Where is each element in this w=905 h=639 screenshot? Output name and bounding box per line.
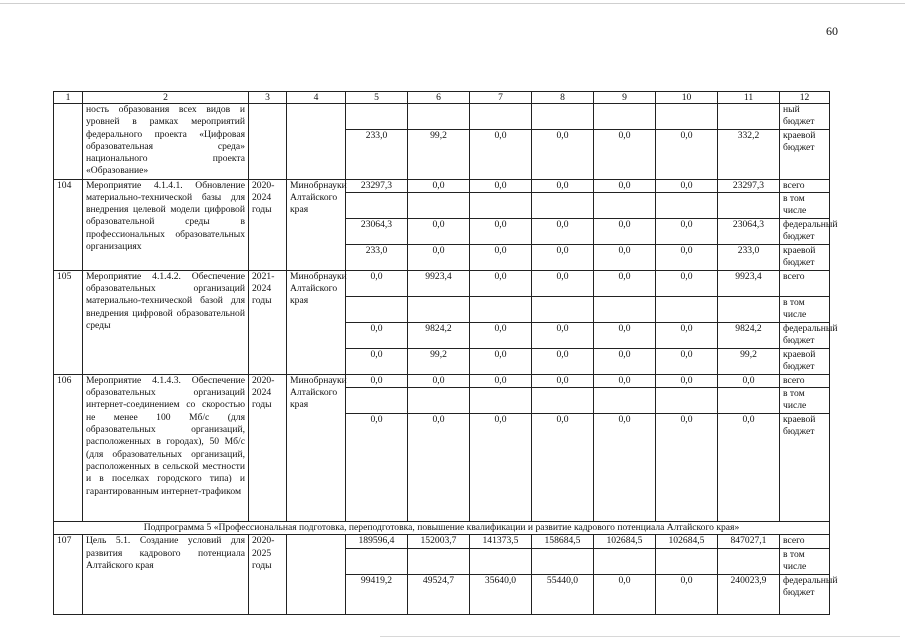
value-cell [718, 192, 780, 218]
value-cell: 0,0 [594, 414, 656, 522]
value-cell: 233,0 [346, 129, 408, 179]
subprogram-row [54, 522, 830, 535]
value-cell [656, 192, 718, 218]
value-cell [408, 296, 470, 322]
source-cell: в том числе [780, 296, 830, 322]
value-cell [346, 192, 408, 218]
value-cell: 0,0 [470, 244, 532, 270]
budget-table [53, 91, 838, 615]
value-cell: 102684,5 [594, 535, 656, 548]
years-cell: 2021-2024 годы [249, 270, 287, 374]
header-cell: 10 [656, 92, 718, 104]
value-cell: 9923,4 [408, 270, 470, 296]
value-cell: 0,0 [594, 179, 656, 192]
value-cell: 23064,3 [718, 218, 780, 244]
value-cell: 0,0 [594, 348, 656, 374]
value-cell: 240023,9 [718, 574, 780, 614]
source-cell: всего [780, 535, 830, 548]
header-cell: 2 [83, 92, 249, 104]
value-cell: 0,0 [470, 322, 532, 348]
top-border-line [0, 3, 905, 4]
header-cell: 1 [54, 92, 83, 104]
value-cell: 0,0 [408, 179, 470, 192]
value-cell: 99419,2 [346, 574, 408, 614]
value-cell [718, 104, 780, 130]
value-cell: 0,0 [346, 348, 408, 374]
source-cell: краевой бюджет [780, 348, 830, 374]
value-cell [346, 548, 408, 574]
value-cell: 49524,7 [408, 574, 470, 614]
value-cell [656, 296, 718, 322]
description-cell: Мероприятие 4.1.4.1. Обновление материально-технической базы для внедрения целевой модели цифровой образовательной среды в профессиональных образовательных организациях [83, 179, 249, 270]
value-cell [532, 388, 594, 414]
years-cell: 2020-2024 годы [249, 179, 287, 270]
value-cell: 847027,1 [718, 535, 780, 548]
value-cell: 9824,2 [718, 322, 780, 348]
value-cell: 0,0 [656, 374, 718, 387]
value-cell: 9824,2 [408, 322, 470, 348]
value-cell: 0,0 [656, 574, 718, 614]
value-cell: 0,0 [346, 374, 408, 387]
description-cell: ность образования всех видов и уровней в рамках мероприятий федерального проекта «Цифровая образовательная среда» национального проекта «Образование» [83, 104, 249, 180]
value-cell: 23297,3 [346, 179, 408, 192]
row-number-cell [54, 104, 83, 180]
value-cell: 0,0 [594, 244, 656, 270]
source-cell: краевой бюджет [780, 244, 830, 270]
years-cell: 2020-2024 годы [249, 374, 287, 521]
source-cell: ный бюджет [780, 104, 830, 130]
value-cell: 0,0 [594, 218, 656, 244]
value-cell [594, 548, 656, 574]
value-cell [532, 296, 594, 322]
value-cell [594, 192, 656, 218]
value-cell [532, 104, 594, 130]
value-cell: 102684,5 [656, 535, 718, 548]
value-cell: 23064,3 [346, 218, 408, 244]
source-cell: в том числе [780, 548, 830, 574]
value-cell [656, 388, 718, 414]
value-cell: 0,0 [470, 218, 532, 244]
value-cell [594, 388, 656, 414]
value-cell: 99,2 [408, 348, 470, 374]
bottom-scan-line [380, 636, 900, 637]
value-cell: 152003,7 [408, 535, 470, 548]
value-cell: 0,0 [470, 414, 532, 522]
table-row [54, 535, 830, 548]
header-cell: 4 [287, 92, 346, 104]
value-cell: 0,0 [532, 129, 594, 179]
value-cell: 0,0 [470, 270, 532, 296]
value-cell: 9923,4 [718, 270, 780, 296]
value-cell: 141373,5 [470, 535, 532, 548]
value-cell: 55440,0 [532, 574, 594, 614]
header-cell: 9 [594, 92, 656, 104]
value-cell: 0,0 [656, 348, 718, 374]
header-cell: 5 [346, 92, 408, 104]
table-row [54, 270, 830, 296]
value-cell: 0,0 [532, 374, 594, 387]
value-cell: 0,0 [594, 270, 656, 296]
value-cell: 0,0 [594, 322, 656, 348]
table-row [54, 374, 830, 387]
years-cell [249, 104, 287, 180]
page-number: 60 [826, 24, 838, 38]
description-cell: Мероприятие 4.1.4.3. Обеспечение образовательных организаций интернет-соединением со скоростью не менее 100 Мб/с (для образовательных организаций, расположенных в городах), 50 Мб/с (для образовательных организаций, расположенных в сельской местности и в поселках городского типа) и гарантированным интернет-трафиком [83, 374, 249, 521]
table-row [54, 104, 830, 130]
value-cell: 99,2 [408, 129, 470, 179]
table-row [54, 179, 830, 192]
header-row [54, 92, 830, 104]
value-cell: 158684,5 [532, 535, 594, 548]
value-cell: 0,0 [718, 414, 780, 522]
value-cell [408, 104, 470, 130]
source-cell: федеральный бюджет [780, 322, 830, 348]
value-cell: 0,0 [408, 414, 470, 522]
row-number-cell: 104 [54, 179, 83, 270]
value-cell: 0,0 [656, 270, 718, 296]
description-cell: Мероприятие 4.1.4.2. Обеспечение образовательных организаций материально-технической базой для внедрения цифровой образовательной среды [83, 270, 249, 374]
value-cell: 0,0 [470, 179, 532, 192]
source-cell: краевой бюджет [780, 414, 830, 522]
header-cell: 11 [718, 92, 780, 104]
value-cell: 23297,3 [718, 179, 780, 192]
value-cell: 0,0 [718, 374, 780, 387]
value-cell: 233,0 [718, 244, 780, 270]
value-cell: 0,0 [656, 179, 718, 192]
value-cell [470, 192, 532, 218]
value-cell: 35640,0 [470, 574, 532, 614]
value-cell: 0,0 [346, 414, 408, 522]
executor-cell [287, 535, 346, 614]
value-cell: 0,0 [408, 244, 470, 270]
value-cell [532, 192, 594, 218]
value-cell: 0,0 [594, 129, 656, 179]
value-cell: 332,2 [718, 129, 780, 179]
header-cell: 3 [249, 92, 287, 104]
value-cell [718, 296, 780, 322]
value-cell [408, 548, 470, 574]
value-cell: 0,0 [346, 322, 408, 348]
row-number-cell: 105 [54, 270, 83, 374]
years-cell: 2020-2025 годы [249, 535, 287, 614]
description-cell: Цель 5.1. Создание условий для развития кадрового потенциала Алтайского края [83, 535, 249, 614]
source-cell: краевой бюджет [780, 129, 830, 179]
value-cell: 0,0 [594, 374, 656, 387]
value-cell [656, 548, 718, 574]
value-cell: 0,0 [656, 414, 718, 522]
value-cell: 0,0 [656, 129, 718, 179]
header-cell: 8 [532, 92, 594, 104]
subprogram-title: Подпрограмма 5 «Профессиональная подготовка, переподготовка, повышение квалификации и развитие кадрового потенциала Алтайского края» [54, 522, 830, 535]
value-cell: 0,0 [532, 179, 594, 192]
value-cell [656, 104, 718, 130]
value-cell [346, 296, 408, 322]
value-cell: 233,0 [346, 244, 408, 270]
source-cell: федеральный бюджет [780, 218, 830, 244]
value-cell: 0,0 [346, 270, 408, 296]
value-cell: 0,0 [470, 348, 532, 374]
value-cell: 0,0 [532, 348, 594, 374]
value-cell [470, 104, 532, 130]
header-cell: 7 [470, 92, 532, 104]
source-cell: в том числе [780, 192, 830, 218]
executor-cell: Минобрнауки Алтайского края [287, 179, 346, 270]
value-cell [470, 388, 532, 414]
header-cell: 6 [408, 92, 470, 104]
value-cell: 0,0 [532, 322, 594, 348]
value-cell: 0,0 [532, 244, 594, 270]
source-cell: всего [780, 179, 830, 192]
value-cell: 0,0 [470, 129, 532, 179]
value-cell: 0,0 [532, 218, 594, 244]
header-cell: 12 [780, 92, 830, 104]
row-number-cell: 106 [54, 374, 83, 521]
executor-cell: Минобрнауки Алтайского края [287, 270, 346, 374]
source-cell: всего [780, 374, 830, 387]
value-cell [594, 104, 656, 130]
value-cell: 0,0 [408, 218, 470, 244]
value-cell [346, 104, 408, 130]
executor-cell: Минобрнауки Алтайского края [287, 374, 346, 521]
row-number-cell: 107 [54, 535, 83, 614]
value-cell: 0,0 [656, 322, 718, 348]
value-cell [408, 192, 470, 218]
value-cell [470, 548, 532, 574]
value-cell [718, 388, 780, 414]
source-cell: федеральный бюджет [780, 574, 830, 614]
value-cell: 0,0 [656, 218, 718, 244]
value-cell [594, 296, 656, 322]
value-cell [532, 548, 594, 574]
value-cell: 99,2 [718, 348, 780, 374]
value-cell: 0,0 [408, 374, 470, 387]
value-cell: 0,0 [656, 244, 718, 270]
value-cell: 0,0 [594, 574, 656, 614]
value-cell [470, 296, 532, 322]
value-cell: 0,0 [470, 374, 532, 387]
source-cell: в том числе [780, 388, 830, 414]
value-cell [408, 388, 470, 414]
value-cell: 0,0 [532, 414, 594, 522]
value-cell: 189596,4 [346, 535, 408, 548]
executor-cell [287, 104, 346, 180]
value-cell: 0,0 [532, 270, 594, 296]
value-cell [718, 548, 780, 574]
source-cell: всего [780, 270, 830, 296]
value-cell [346, 388, 408, 414]
